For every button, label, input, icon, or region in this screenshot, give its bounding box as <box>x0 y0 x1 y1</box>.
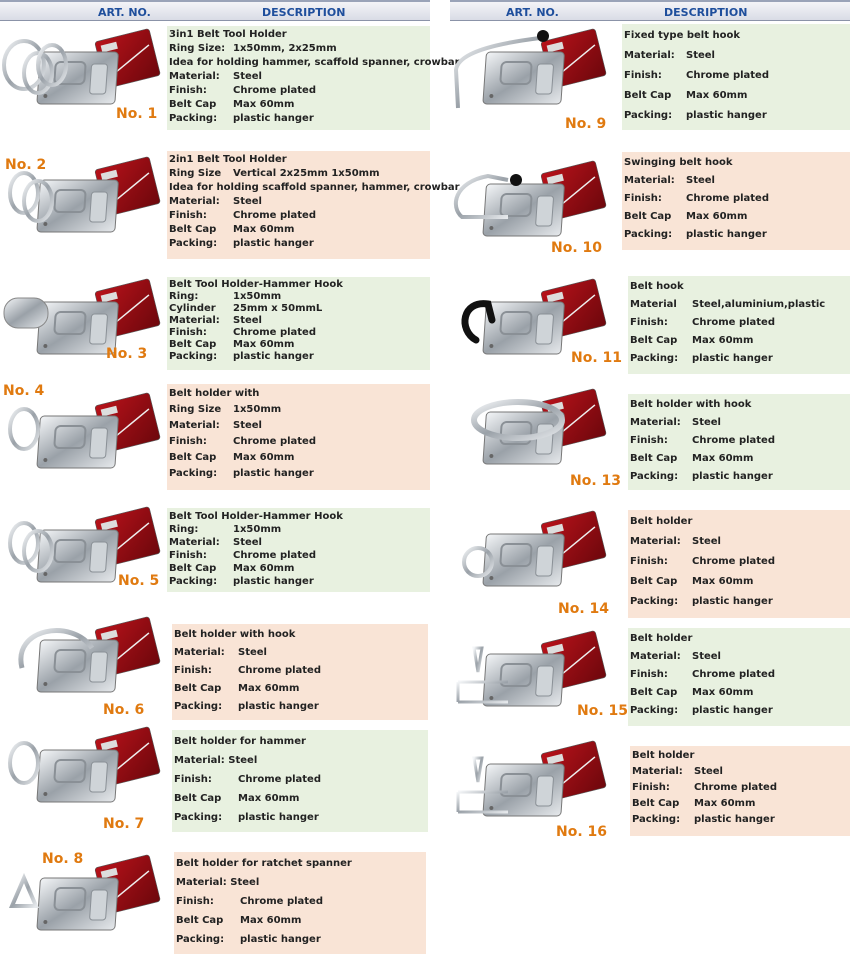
spec-label: Material: <box>169 537 220 548</box>
product-image <box>448 162 608 252</box>
description-line <box>169 450 428 466</box>
description-line <box>630 468 848 486</box>
spec-value: Max 60mm <box>240 915 302 926</box>
description-line <box>174 680 426 698</box>
spec-value: Vertical 2x25mm 1x50mm <box>233 168 380 179</box>
spec-label: Material: <box>630 651 681 662</box>
article-number: No. 13 <box>570 473 622 489</box>
spec-value: plastic hanger <box>694 814 775 825</box>
spec-label: Swinging belt hook <box>624 157 733 168</box>
product-image <box>448 390 608 480</box>
spec-label: Belt Tool Holder-Hammer Hook <box>169 511 343 522</box>
description-line <box>174 662 426 680</box>
product-description <box>167 26 460 130</box>
spec-label: Material <box>630 299 677 310</box>
spec-label: Belt Cap <box>630 335 678 346</box>
spec-value: Max 60mm <box>692 335 754 346</box>
description-line <box>169 510 428 523</box>
spec-label: Packing: <box>174 812 223 823</box>
description-line <box>169 523 428 536</box>
spec-value: Max 60mm <box>692 687 754 698</box>
spec-label: Material: <box>169 420 220 431</box>
spec-label: Belt holder with hook <box>174 629 296 640</box>
spec-label: Packing: <box>176 934 225 945</box>
description-line <box>169 402 428 418</box>
description-line <box>630 450 848 468</box>
description-line <box>630 414 848 432</box>
description-line <box>630 630 848 648</box>
article-number: No. 2 <box>5 157 47 173</box>
spec-value: Max 60mm <box>694 798 756 809</box>
spec-value: 1x50mm, 2x25mm <box>233 43 337 54</box>
product-description <box>172 730 428 832</box>
description-line <box>169 303 428 315</box>
description-line <box>169 575 428 588</box>
spec-value: Max 60mm <box>233 563 295 574</box>
description-line <box>632 780 848 796</box>
spec-value: plastic hanger <box>233 468 314 479</box>
spec-label: Belt Cap <box>624 211 672 222</box>
spec-label: Belt Cap <box>624 90 672 101</box>
description-line <box>632 764 848 780</box>
description-line <box>624 190 848 208</box>
spec-label: Finish: <box>630 317 668 328</box>
spec-label: Belt holder with <box>169 388 260 399</box>
spec-label: Material: <box>624 50 675 61</box>
spec-label: Material: <box>169 196 220 207</box>
description-line <box>174 732 426 751</box>
product-image <box>448 742 608 832</box>
spec-label: Material: <box>169 71 220 82</box>
description-line <box>169 167 428 181</box>
spec-label: Belt Cap <box>169 339 217 350</box>
spec-label: Belt Cap <box>630 576 678 587</box>
spec-label: Belt Cap <box>169 452 217 463</box>
spec-label: Belt Tool Holder-Hammer Hook <box>169 279 343 290</box>
description-line <box>169 418 428 434</box>
spec-value: 1x50mm <box>233 291 282 302</box>
spec-label: Packing: <box>169 113 218 124</box>
spec-value: Steel <box>233 420 262 431</box>
product-description <box>628 628 850 726</box>
description-line <box>630 278 848 296</box>
product-image <box>2 618 162 708</box>
spec-label: Finish: <box>630 435 668 446</box>
spec-label: Fixed type belt hook <box>624 30 740 41</box>
article-number: No. 14 <box>558 601 610 617</box>
header-description: DESCRIPTION <box>664 6 748 19</box>
right-header-bar <box>450 0 850 21</box>
description-line <box>630 350 848 368</box>
product-description <box>167 151 460 259</box>
description-line <box>630 396 848 414</box>
spec-label: Packing: <box>624 110 673 121</box>
spec-label: Finish: <box>169 85 207 96</box>
product-image <box>2 856 162 946</box>
spec-label: Material: <box>169 315 220 326</box>
article-number: No. 16 <box>556 824 608 840</box>
header-art-no: ART. NO. <box>506 6 559 19</box>
description-line <box>630 296 848 314</box>
spec-label: Ring: <box>169 524 199 535</box>
description-line <box>169 466 428 482</box>
spec-label: Packing: <box>169 576 218 587</box>
spec-value: plastic hanger <box>692 705 773 716</box>
description-line <box>169 153 428 167</box>
spec-label: Packing: <box>630 596 679 607</box>
description-line <box>169 42 428 56</box>
spec-label: Belt Cap <box>632 798 680 809</box>
header-description: DESCRIPTION <box>262 6 346 19</box>
description-line <box>630 432 848 450</box>
description-line <box>169 351 428 363</box>
spec-label: Finish: <box>169 436 207 447</box>
product-image <box>2 394 162 484</box>
description-line <box>169 28 428 42</box>
spec-value: Chrome plated <box>694 782 777 793</box>
spec-label: Packing: <box>169 351 218 362</box>
description-line <box>169 195 428 209</box>
article-number: No. 6 <box>103 702 145 718</box>
product-image <box>448 30 608 120</box>
spec-label: Belt Cap <box>630 453 678 464</box>
description-line <box>176 892 424 911</box>
description-line <box>169 237 428 251</box>
product-description <box>628 394 850 490</box>
spec-label: Material: Steel <box>174 755 258 766</box>
spec-label: Material: <box>632 766 683 777</box>
spec-label: Ring Size <box>169 168 222 179</box>
spec-label: Ring: <box>169 291 199 302</box>
spec-label: Finish: <box>624 193 662 204</box>
spec-value: Steel <box>694 766 723 777</box>
description-line <box>630 666 848 684</box>
spec-value: Max 60mm <box>686 90 748 101</box>
article-number: No. 7 <box>103 816 145 832</box>
description-line <box>169 223 428 237</box>
description-line <box>169 549 428 562</box>
spec-label: Finish: <box>169 327 207 338</box>
spec-value: Steel <box>692 417 721 428</box>
description-line <box>624 208 848 226</box>
description-line <box>174 808 426 827</box>
description-line <box>624 46 848 66</box>
spec-label: Belt holder with hook <box>630 399 752 410</box>
spec-value: Steel <box>233 315 262 326</box>
spec-label: 2in1 Belt Tool Holder <box>169 154 287 165</box>
description-line <box>624 26 848 46</box>
description-line <box>169 562 428 575</box>
spec-label: Belt Cap <box>176 915 224 926</box>
spec-label: Packing: <box>632 814 681 825</box>
description-line <box>624 106 848 126</box>
description-line <box>174 626 426 644</box>
spec-label: Belt Cap <box>169 99 217 110</box>
description-line <box>169 84 428 98</box>
description-line <box>632 748 848 764</box>
spec-label: Belt holder <box>630 633 693 644</box>
description-line <box>169 70 428 84</box>
spec-label: Finish: <box>174 665 212 676</box>
spec-label: Belt Cap <box>169 224 217 235</box>
spec-label: Finish: <box>630 556 668 567</box>
spec-label: Packing: <box>630 353 679 364</box>
description-line <box>169 291 428 303</box>
spec-value: Chrome plated <box>233 436 316 447</box>
spec-value: Max 60mm <box>238 683 300 694</box>
spec-value: 1x50mm <box>233 524 282 535</box>
spec-label: Finish: <box>169 550 207 561</box>
description-line <box>630 532 848 552</box>
spec-value: Chrome plated <box>686 193 769 204</box>
product-description <box>167 384 430 490</box>
spec-label: Belt holder for hammer <box>174 736 306 747</box>
description-line <box>176 854 424 873</box>
description-line <box>169 339 428 351</box>
description-line <box>176 873 424 892</box>
description-line <box>174 770 426 789</box>
spec-value: Chrome plated <box>233 210 316 221</box>
product-description <box>628 276 850 374</box>
description-line <box>624 66 848 86</box>
product-image <box>2 728 162 818</box>
description-line <box>630 684 848 702</box>
spec-value: Chrome plated <box>692 556 775 567</box>
description-line <box>169 98 428 112</box>
spec-value: Max 60mm <box>238 793 300 804</box>
spec-label: Belt holder <box>632 750 695 761</box>
spec-label: Belt Cap <box>169 563 217 574</box>
product-description <box>174 852 426 954</box>
spec-label: Finish: <box>632 782 670 793</box>
description-line <box>176 911 424 930</box>
spec-value: Steel <box>233 71 262 82</box>
spec-value: Max 60mm <box>692 453 754 464</box>
spec-value: plastic hanger <box>233 351 314 362</box>
product-description <box>630 746 850 836</box>
spec-value: Steel <box>238 647 267 658</box>
spec-label: Material: <box>630 536 681 547</box>
header-art-no: ART. NO. <box>98 6 151 19</box>
spec-value: Chrome plated <box>238 665 321 676</box>
description-line <box>630 552 848 572</box>
description-line <box>169 315 428 327</box>
product-description <box>622 152 850 250</box>
description-line <box>630 592 848 612</box>
spec-value: Max 60mm <box>233 452 295 463</box>
spec-value: 25mm x 50mmL <box>233 303 323 314</box>
spec-value: plastic hanger <box>692 596 773 607</box>
description-line <box>169 386 428 402</box>
spec-value: 1x50mm <box>233 404 282 415</box>
description-line <box>169 536 428 549</box>
description-line <box>632 812 848 828</box>
description-line <box>630 572 848 592</box>
description-line <box>630 702 848 720</box>
spec-label: Packing: <box>624 229 673 240</box>
product-image <box>448 512 608 602</box>
spec-label: Material: <box>630 417 681 428</box>
spec-label: Finish: <box>176 896 214 907</box>
spec-label: Material: <box>624 175 675 186</box>
description-line <box>169 209 428 223</box>
spec-value: Max 60mm <box>233 224 295 235</box>
article-number: No. 4 <box>3 383 45 399</box>
spec-value: Steel <box>692 651 721 662</box>
description-line <box>632 796 848 812</box>
description-line <box>174 751 426 770</box>
article-number: No. 11 <box>571 350 623 366</box>
spec-label: Packing: <box>630 705 679 716</box>
description-line <box>630 512 848 532</box>
spec-label: Ring Size <box>169 404 222 415</box>
article-number: No. 15 <box>577 703 629 719</box>
spec-value: Steel <box>233 196 262 207</box>
spec-value: Chrome plated <box>238 774 321 785</box>
spec-value: plastic hanger <box>238 701 319 712</box>
spec-label: Belt Cap <box>630 687 678 698</box>
description-line <box>630 332 848 350</box>
spec-label: Ring Size: <box>169 43 226 54</box>
description-line <box>624 172 848 190</box>
description-line <box>174 789 426 808</box>
article-number: No. 1 <box>116 106 158 122</box>
spec-label: Finish: <box>630 669 668 680</box>
spec-value: Chrome plated <box>692 317 775 328</box>
spec-value: Steel <box>233 537 262 548</box>
spec-value: Steel <box>686 175 715 186</box>
spec-value: Chrome plated <box>692 435 775 446</box>
description-line <box>174 698 426 716</box>
spec-value: Max 60mm <box>233 339 295 350</box>
spec-label: Finish: <box>174 774 212 785</box>
product-description <box>172 624 428 720</box>
spec-value: plastic hanger <box>233 238 314 249</box>
spec-label: Belt holder for ratchet spanner <box>176 858 352 869</box>
description-line <box>169 181 460 195</box>
spec-value: Max 60mm <box>692 576 754 587</box>
spec-value: Steel <box>686 50 715 61</box>
spec-label: Packing: <box>169 468 218 479</box>
spec-value: plastic hanger <box>692 353 773 364</box>
spec-label: Belt Cap <box>174 683 222 694</box>
spec-value: Chrome plated <box>233 550 316 561</box>
article-number: No. 8 <box>42 851 84 867</box>
spec-label: Packing: <box>630 471 679 482</box>
product-description <box>622 24 850 130</box>
spec-label: Finish: <box>624 70 662 81</box>
description-line <box>630 648 848 666</box>
spec-label: Material: Steel <box>176 877 260 888</box>
spec-value: plastic hanger <box>233 576 314 587</box>
spec-label: Material: <box>174 647 225 658</box>
spec-label: Belt hook <box>630 281 684 292</box>
spec-label: Packing: <box>169 238 218 249</box>
spec-value: plastic hanger <box>692 471 773 482</box>
description-line <box>630 314 848 332</box>
spec-label: Idea for holding scaffold spanner, hammer, crowbar <box>169 182 460 193</box>
product-description <box>167 277 430 370</box>
spec-value: Chrome plated <box>686 70 769 81</box>
description-line <box>624 226 848 244</box>
spec-value: Chrome plated <box>233 327 316 338</box>
description-line <box>169 279 428 291</box>
spec-value: Max 60mm <box>233 99 295 110</box>
description-line <box>624 154 848 172</box>
product-description <box>628 510 850 618</box>
description-line <box>624 86 848 106</box>
article-number: No. 9 <box>565 116 607 132</box>
spec-value: plastic hanger <box>233 113 314 124</box>
spec-label: 3in1 Belt Tool Holder <box>169 29 287 40</box>
spec-value: Steel,aluminium,plastic <box>692 299 826 310</box>
article-number: No. 3 <box>106 346 148 362</box>
spec-value: Steel <box>692 536 721 547</box>
description-line <box>169 56 460 70</box>
spec-value: plastic hanger <box>238 812 319 823</box>
article-number: No. 10 <box>551 240 603 256</box>
spec-label: Belt holder <box>630 516 693 527</box>
spec-label: Cylinder <box>169 303 216 314</box>
spec-label: Belt Cap <box>174 793 222 804</box>
product-description <box>167 508 430 592</box>
description-line <box>169 327 428 339</box>
article-number: No. 5 <box>118 573 160 589</box>
spec-value: plastic hanger <box>686 110 767 121</box>
description-line <box>174 644 426 662</box>
spec-label: Idea for holding hammer, scaffold spanner, crowbar <box>169 57 460 68</box>
description-line <box>169 112 428 126</box>
description-line <box>176 930 424 949</box>
spec-value: Chrome plated <box>233 85 316 96</box>
spec-value: Chrome plated <box>240 896 323 907</box>
spec-label: Finish: <box>169 210 207 221</box>
spec-value: Max 60mm <box>686 211 748 222</box>
spec-value: plastic hanger <box>686 229 767 240</box>
spec-value: Chrome plated <box>692 669 775 680</box>
description-line <box>169 434 428 450</box>
left-header-bar <box>0 0 430 21</box>
spec-value: plastic hanger <box>240 934 321 945</box>
spec-label: Packing: <box>174 701 223 712</box>
